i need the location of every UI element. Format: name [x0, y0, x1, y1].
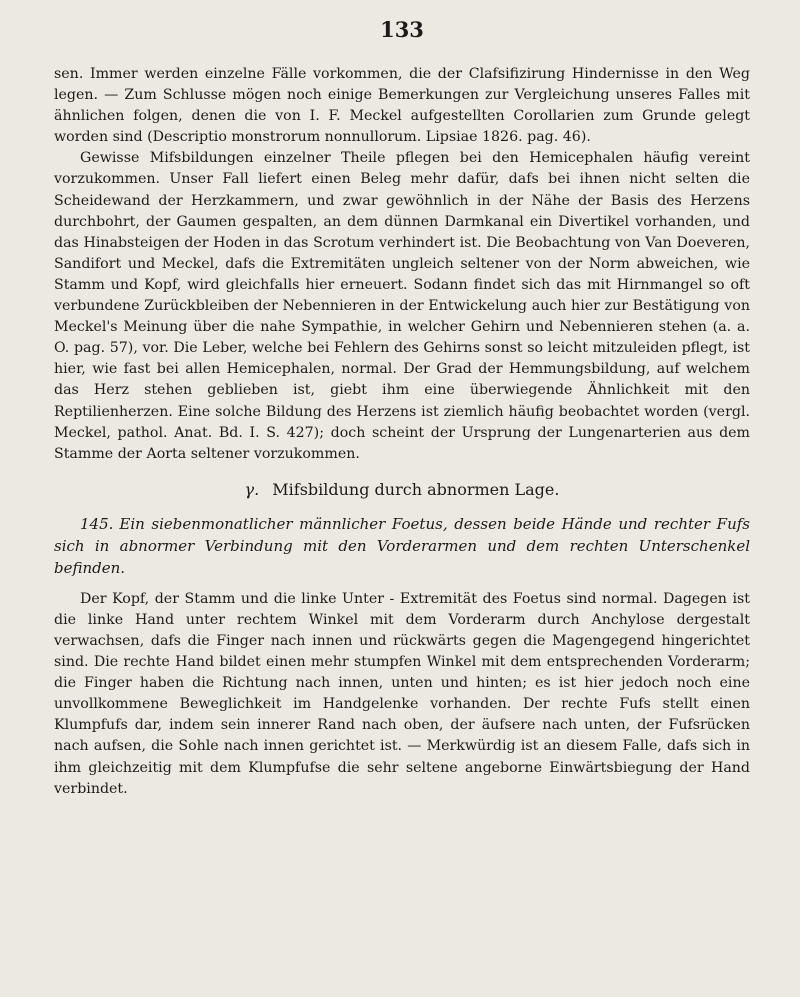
- page-number: 133: [380, 17, 424, 42]
- paragraph-hemicephalen: Gewisse Mifsbildungen einzelner Theile pflegen bei den Hemicephalen häufig vereint vorzukommen. Unser Fall liefert einen Beleg mehr dafür, dafs bei ihnen nicht selten die Scheidewand der Herzkammern, und zwar gewöhnlich in der Nähe der Basis des Herzens durchbohrt, der Gaumen gespalten, an dem dünnen Darmkanal ein Divertikel vorhanden, und das Hinabsteigen der Hoden in das Scrotum verhindert ist. Die Beobachtung von Van Doeveren, Sandifort und Meckel, dafs die Extremitäten ungleich seltener von der Norm abweichen, wie Stamm und Kopf, wird gleichfalls hier erneuert. Sodann findet sich das mit Hirnmangel so oft verbundene Zurückbleiben der Nebennieren in der Entwickelung auch hier zur Bestätigung von Meckel's Meinung über die nahe Sympathie, in welcher Gehirn und Nebennieren stehen (a. a. O. pag. 57), vor. Die Leber, welche bei Fehlern des Gehirns sonst so leicht mitzuleiden pflegt, ist hier, wie fast bei allen Hemicephalen, normal. Der Grad der Hemmungsbildung, auf welchem das Herz stehen geblieben ist, giebt ihm eine überwiegende Ähnlichkeit mit den Reptilienherzen. Eine solche Bildung des Herzens ist ziemlich häufig beobachtet worden (vergl. Meckel, pathol. Anat. Bd. I. S. 427); doch scheint der Ursprung der Lungenarterien aus dem Stamme der Aorta seltener vorzukommen.: [54, 150, 750, 462]
- section-letter: γ.: [244, 479, 260, 499]
- case-title: Ein siebenmonatlicher männlicher Foetus, dessen beide Hände und rechter Fufs sich in abnormer Verbindung mit den Vorderarmen und dem rechten Unterschenkel befinden.: [54, 514, 750, 577]
- paragraph-continuation: sen. Immer werden einzelne Fälle vorkommen, die der Clafsifizirung Hindernisse in den Weg legen. — Zum Schlusse mögen noch einige Bemerkungen zur Vergleichung unseres Falles mit ähnlichen folgen, denen die von I. F. Meckel aufgestellten Corollarien zum Grunde gelegt worden sind (Descriptio monstrorum nonnullorum. Lipsiae 1826. pag. 46).: [54, 66, 750, 146]
- case-number: 145.: [80, 514, 114, 533]
- paragraph-case-description: Der Kopf, der Stamm und die linke Unter - Extremität des Foetus sind normal. Dagegen ist die linke Hand unter rechtem Winkel mit dem Vorderarm durch Anchylose dergestalt verwachsen, dafs die Finger nach innen und rückwärts gegen die Magengegend hingerichtet sind. Die rechte Hand bildet einen mehr stumpfen Winkel mit dem entsprechenden Vorderarm; die Finger haben die Richtung nach innen, unten und hinten; es ist hier jedoch noch eine unvollkommene Beweglichkeit im Handgelenke vorhanden. Der rechte Fufs stellt einen Klumpfufs dar, indem sein innerer Rand nach oben, der äufsere nach unten, der Fufsrücken nach aufsen, die Sohle nach innen gerichtet ist. — Merkwürdig ist an diesem Falle, dafs sich in ihm gleichzeitig mit dem Klumpfufse die sehr seltene angeborne Einwärtsbiegung der Hand verbindet.: [54, 590, 750, 797]
- section-heading: [54, 479, 750, 501]
- case-heading: [54, 513, 750, 579]
- section-title: Mifsbildung durch abnormen Lage.: [272, 479, 560, 499]
